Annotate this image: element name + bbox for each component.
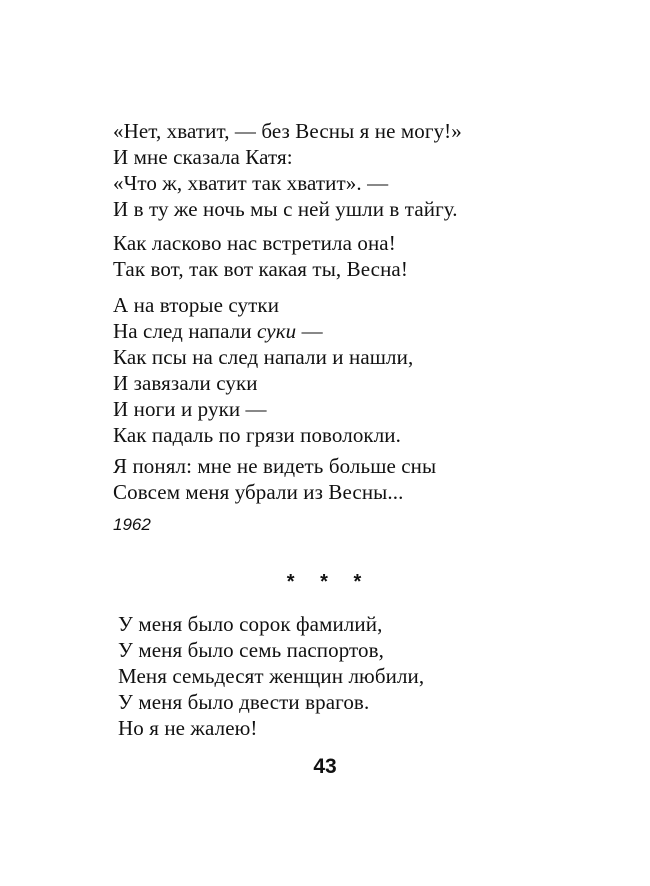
poem-line: «Что ж, хватит так хватит». — — [113, 171, 389, 195]
poem-line: Как псы на след напали и нашли, — [113, 345, 414, 369]
poem-line: Я понял: мне не видеть больше сны — [113, 454, 437, 478]
stanza-4 — [113, 453, 436, 505]
poem-year: 1962 — [113, 515, 151, 534]
italic-word: суки — [257, 319, 297, 343]
poem-line: Как падаль по грязи поволокли. — [113, 423, 401, 447]
poem-line-with-italic — [113, 318, 413, 344]
poem-line: У меня было двести врагов. — [118, 690, 370, 714]
page-number: 43 — [313, 755, 337, 778]
poem-line: Так вот, так вот какая ты, Весна! — [113, 257, 408, 281]
poem-line: У меня было сорок фамилий, — [118, 612, 383, 636]
poem-line: Совсем меня убрали из Весны... — [113, 480, 404, 504]
line-text: На след напали — [113, 319, 258, 343]
poem-line: «Нет, хватит, — без Весны я не могу!» — [113, 119, 462, 143]
poem-line: Но я не жалею! — [118, 716, 258, 740]
poem-line: И ноги и руки — — [113, 397, 267, 421]
next-poem-stanza — [118, 611, 424, 741]
section-separator: * * * — [286, 571, 372, 593]
line-text: — — [296, 319, 323, 343]
poem-line: Меня семьдесят женщин любили, — [118, 664, 425, 688]
poem-line: Как ласково нас встретила она! — [113, 231, 396, 255]
poem-line: И завязали суки — [113, 371, 258, 395]
poem-line: И в ту же ночь мы с ней ушли в тайгу. — [113, 197, 458, 221]
poem-line: У меня было семь паспортов, — [118, 638, 385, 662]
poem-line: И мне сказала Катя: — [113, 145, 293, 169]
stanza-3 — [113, 292, 413, 448]
poem-line: А на вторые сутки — [113, 293, 280, 317]
stanza-2 — [113, 230, 408, 282]
stanza-1 — [113, 118, 462, 222]
